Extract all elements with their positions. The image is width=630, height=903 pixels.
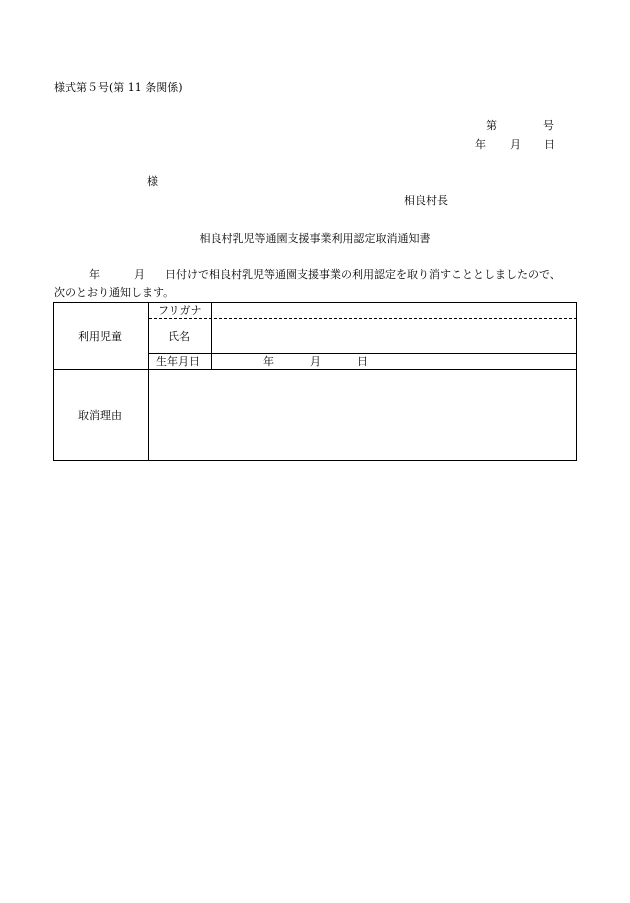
name-label: 氏名: [168, 330, 190, 343]
body-text-after-date: 日付けで相良村乳児等通園支援事業の利用認定を取り消すこととしましたので、: [165, 268, 561, 281]
birth-year-label: 年: [263, 355, 274, 368]
sender-name: 相良村長: [404, 194, 448, 207]
table-divider: [148, 303, 149, 460]
birthdate-label: 生年月日: [156, 355, 200, 368]
body-text-line-2: 次のとおり通知します。: [54, 286, 175, 299]
form-number: 様式第５号(第 11 条関係): [54, 81, 183, 94]
table-divider: [149, 353, 577, 354]
body-month-label: 月: [134, 268, 145, 281]
issue-day-label: 日: [544, 138, 555, 151]
body-text-line-1: [54, 268, 561, 281]
recipient-honorific: 様: [147, 175, 158, 188]
table-divider: [211, 303, 212, 369]
child-label: 利用児童: [78, 330, 122, 343]
issue-year-label: 年: [475, 138, 486, 151]
document-number-prefix: 第: [486, 119, 497, 132]
birth-day-label: 日: [357, 355, 368, 368]
issue-month-label: 月: [510, 138, 521, 151]
body-year-label: 年: [89, 268, 100, 281]
birth-month-label: 月: [310, 355, 321, 368]
info-table: [53, 302, 577, 461]
furigana-dashed-line: [149, 318, 577, 319]
furigana-label: フリガナ: [158, 304, 202, 317]
reason-label: 取消理由: [78, 409, 122, 422]
document-title: 相良村乳児等通園支援事業利用認定取消通知書: [199, 232, 431, 245]
document-number-suffix: 号: [543, 119, 554, 132]
table-divider: [54, 369, 576, 370]
